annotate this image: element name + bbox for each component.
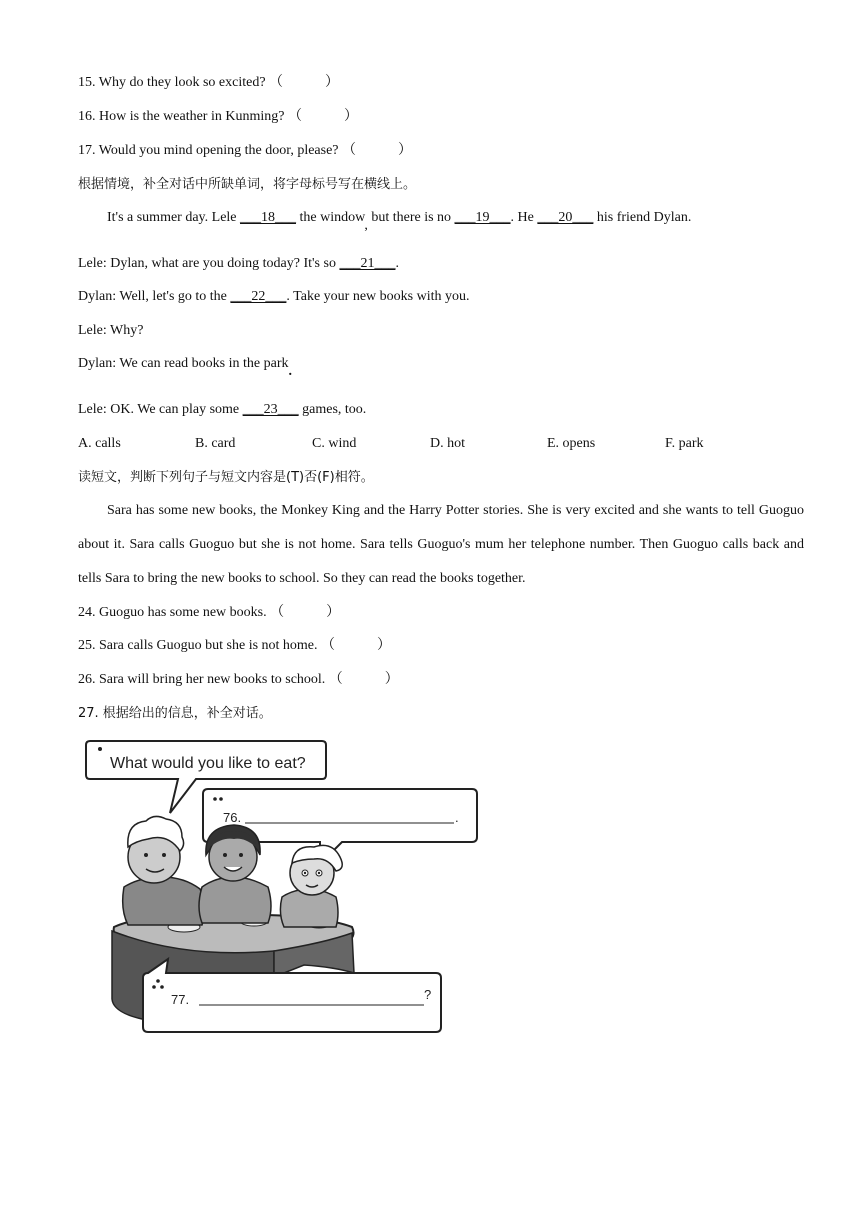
dialogue-line-1 — [78, 254, 399, 274]
option-e: E. opens — [547, 436, 596, 451]
question-26 — [78, 670, 399, 690]
question-25 — [78, 636, 391, 656]
intro-text: but there is no — [367, 210, 455, 225]
answer-paren: （ ） — [328, 672, 399, 687]
dialogue-text: Dylan: Well, let's go to the — [78, 289, 231, 304]
answer-paren: （ ） — [342, 143, 413, 158]
intro-text: It's a summer day. Lele — [107, 210, 241, 225]
question-text: 25. Sara calls Guoguo but she is not home. — [78, 638, 318, 653]
question-16 — [78, 107, 358, 127]
blank-20: ___20___ — [537, 210, 594, 225]
dialogue-line-5 — [78, 400, 366, 420]
question-text: 16. How is the weather in Kunming? — [78, 109, 285, 124]
section2-instruction: 根据情境，补全对话中所缺单词，将字母标号写在横线上。 — [78, 177, 417, 192]
bubble-2-text: 76. — [223, 810, 242, 825]
answer-paren: （ ） — [321, 638, 392, 653]
dialogue-line-4 — [78, 354, 292, 379]
bubble-3-end: ? — [424, 987, 432, 1002]
bubble-1-text: What would you like to eat? — [110, 755, 306, 772]
dialogue-text: Lele: Dylan, what are you doing today? It's so — [78, 256, 340, 271]
section4-instruction: 27. 根据给出的信息，补全对话。 — [78, 706, 272, 721]
dialogue-text: . — [395, 256, 399, 271]
boy-right — [280, 845, 342, 927]
intro-text: the window — [296, 210, 365, 225]
option-d: D. hot — [430, 436, 465, 451]
option-b: B. card — [195, 436, 236, 451]
blank-22: ___22___ — [230, 289, 287, 304]
dialogue-dot: . — [288, 364, 292, 379]
question-15 — [78, 73, 339, 93]
bubble-3-text: 77. — [171, 992, 190, 1007]
section3-instruction: 读短文，判断下列句子与短文内容是(T)否(F)相符。 — [78, 470, 374, 485]
intro-text: his friend Dylan. — [593, 210, 692, 225]
dialogue-text: Lele: OK. We can play some — [78, 402, 243, 417]
option-a: A. calls — [78, 436, 121, 451]
intro-text: . He — [510, 210, 538, 225]
question-24 — [78, 603, 340, 623]
answer-paren: （ ） — [270, 605, 341, 620]
blank-18: ___18___ — [240, 210, 297, 225]
dialogue-line-3: Lele: Why? — [78, 323, 144, 338]
answer-paren: （ ） — [269, 75, 340, 90]
cloze-intro — [107, 208, 692, 233]
dialogue-text: games, too. — [298, 402, 367, 417]
reading-passage: Sara has some new books, the Monkey King and the Harry Potter stories. She is very excited and she wants to tell Guoguo about it. Sara calls Guoguo but she is not home. Sara tells Guoguo's mum her telephone number. Then Guoguo calls back and tells Sara to bring the new books to school. So they can read the books together. — [78, 503, 804, 586]
intro-comma: , — [364, 218, 368, 233]
question-text: 26. Sara will bring her new books to school. — [78, 672, 326, 687]
question-17 — [78, 141, 412, 161]
dialogue-text: . Take your new books with you. — [286, 289, 470, 304]
option-f: F. park — [665, 436, 704, 451]
boy-left — [123, 816, 205, 925]
blank-21: ___21___ — [339, 256, 396, 271]
option-c: C. wind — [312, 436, 357, 451]
blank-23: ___23___ — [242, 402, 299, 417]
question-text: 24. Guoguo has some new books. — [78, 605, 267, 620]
answer-paren: （ ） — [287, 109, 358, 124]
blank-19: ___19___ — [454, 210, 511, 225]
bubble-2-end: . — [455, 810, 459, 825]
dialogue-line-2 — [78, 287, 469, 307]
question-text: 15. Why do they look so excited? — [78, 75, 266, 90]
question-text: 17. Would you mind opening the door, please? — [78, 143, 339, 158]
dialogue-text: Dylan: We can read books in the park — [78, 356, 289, 371]
dialogue-illustration — [84, 737, 484, 1035]
